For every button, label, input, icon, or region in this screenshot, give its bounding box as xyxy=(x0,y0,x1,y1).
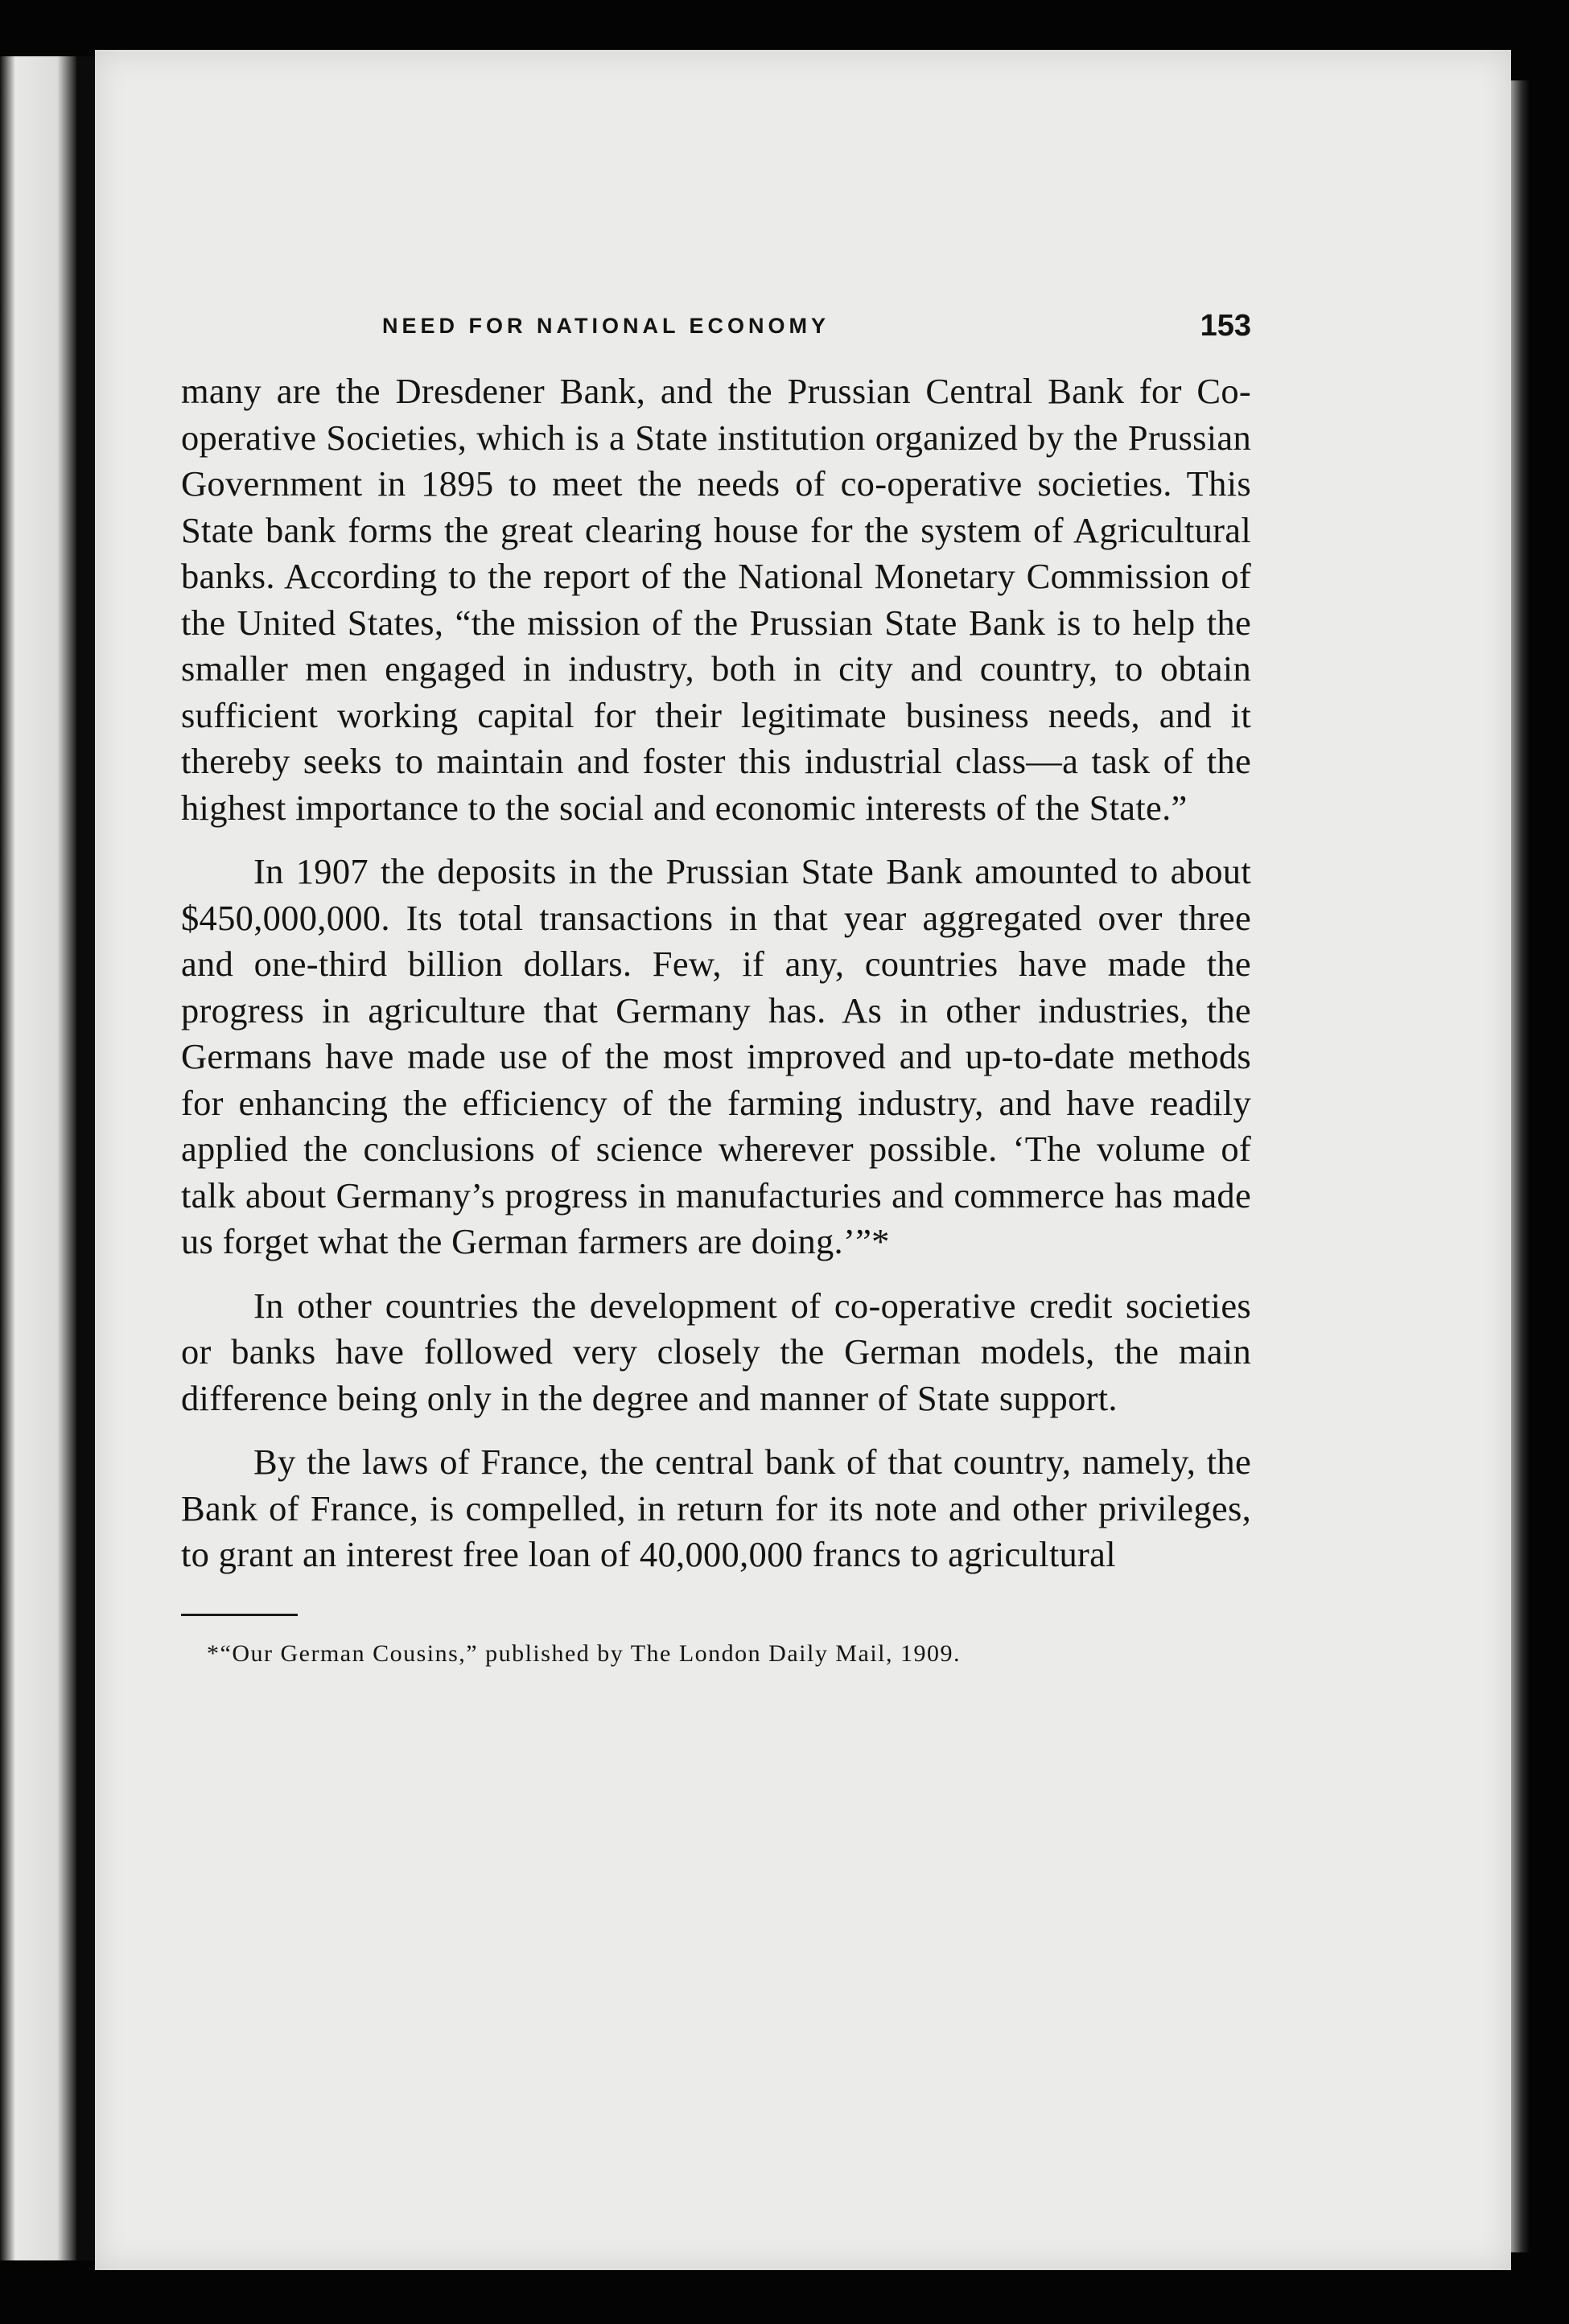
paragraph-4: By the laws of France, the central bank of that country, namely, the Bank of France, is compelled, in return for its note and other privileges, to grant an interest free loan of 40,000,000 francs to agricultural xyxy=(181,1442,1251,1574)
page-content xyxy=(181,241,1251,1692)
paragraph-2: In 1907 the deposits in the Prussian State Bank amounted to about $450,000,000. Its total transactions in that year aggregated over three and one-third billion dollars. Few, if any, countries have made the progress in agriculture that Germany has. As in other industries, the Germans have made use of the most improved and up-to-date methods for enhancing the efficiency of the farming industry, and have readily applied the conclusions of science wherever possible. ‘The volume of talk about Germany’s progress in manufacturies and commerce has made us forget what the German farmers are doing.’”* xyxy=(181,851,1251,1261)
left-page-edge xyxy=(0,56,76,2260)
page-number: 153 xyxy=(1200,309,1251,343)
right-page-edge xyxy=(1511,80,1529,2252)
footnote-divider xyxy=(181,1614,298,1616)
running-title: NEED FOR NATIONAL ECONOMY xyxy=(382,314,830,338)
paragraph-3: In other countries the development of co-operative credit societies or banks have followed very closely the German models, the main difference being only in the degree and manner of State support. xyxy=(181,1285,1251,1418)
running-head xyxy=(181,309,1251,362)
body-text xyxy=(181,368,1251,1578)
footnote: *“Our German Cousins,” published by The London Daily Mail, 1909. xyxy=(207,1639,961,1667)
paragraph-1: many are the Dresdener Bank, and the Prussian Central Bank for Co-operative Societies, which is a State institution organized by the Prussian Government in 1895 to meet the needs of co-operative societies. This State bank forms the great clearing house for the system of Agricultural banks. According to the report of the National Monetary Commission of the United States, “the mission of the Prussian State Bank is to help the smaller men engaged in industry, both in city and country, to obtain sufficient working capital for their legitimate business needs, and it thereby seeks to maintain and foster this industrial class—a task of the highest importance to the social and economic interests of the State.” xyxy=(181,371,1251,828)
